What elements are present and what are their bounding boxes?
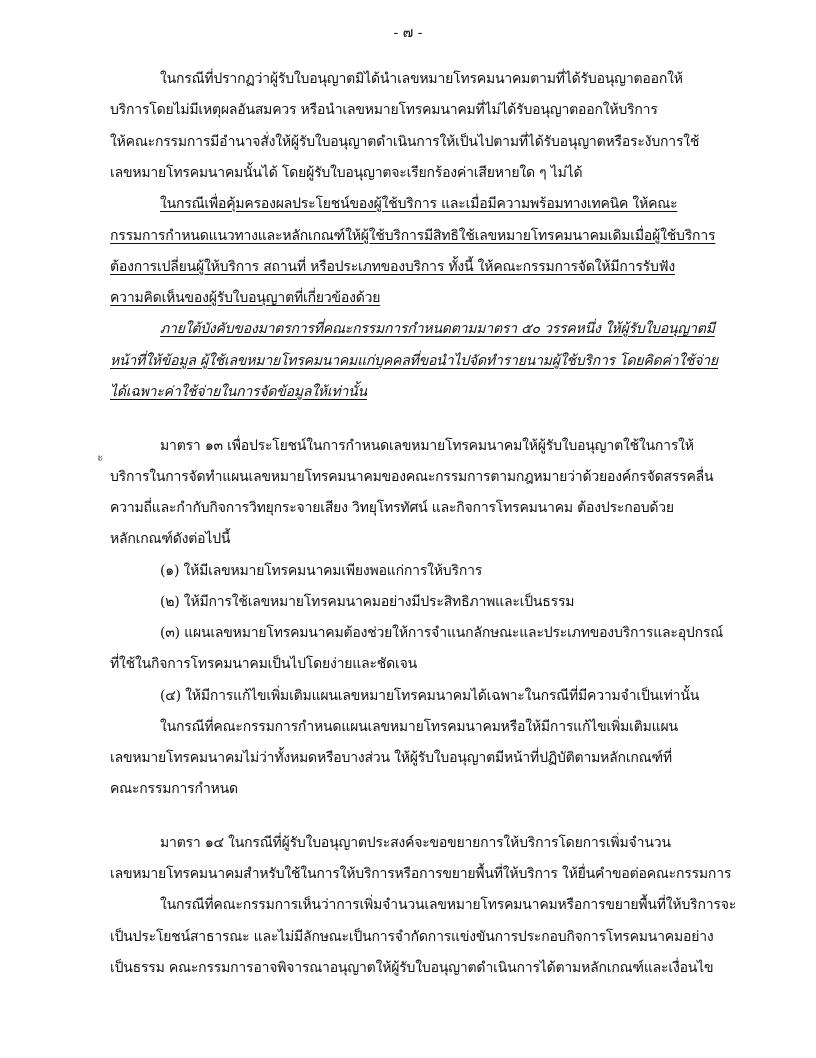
paragraph-3-line-1: ภายใต้บังคับของมาตรการที่คณะกรรมการกำหนดตามมาตรา ๕๐ วรรคหนึ่ง ให้ผู้รับใบอนุญาตมี bbox=[160, 321, 715, 337]
paragraph-1-line-4: เลขหมายโทรคมนาคมนั้นได้ โดยผู้รับใบอนุญาตจะเรียกร้องค่าเสียหายใด ๆ ไม่ได้ bbox=[110, 165, 583, 181]
section-13-closing-line-3: คณะกรรมการกำหนด bbox=[110, 781, 238, 797]
section-13-line-3: ความถี่และกำกับกิจการวิทยุกระจายเสียง วิทยุโทรทัศน์ และกิจการโทรคมนาคม ต้องประกอบด้วย bbox=[110, 500, 674, 516]
section-14-para-2-line-2: เป็นประโยชน์สาธารณะ และไม่มีลักษณะเป็นการจำกัดการแข่งขันการประกอบกิจการโทรคมนาคมอย่าง bbox=[110, 929, 714, 945]
section-14-para-2-line-3: เป็นธรรม คณะกรรมการอาจพิจารณาอนุญาตให้ผู้รับใบอนุญาตดำเนินการได้ตามหลักเกณฑ์และเงื่อนไข bbox=[110, 960, 714, 976]
paragraph-1-line-2: บริการโดยไม่มีเหตุผลอันสมควร หรือนำเลขหมายโทรคมนาคมที่ไม่ได้รับอนุญาตออกให้บริการ bbox=[110, 102, 658, 118]
section-13-line-4: หลักเกณฑ์ดังต่อไปนี้ bbox=[110, 531, 231, 547]
item-3-line-2: ที่ใช้ในกิจการโทรคมนาคมเป็นไปโดยง่ายและชัดเจน bbox=[110, 656, 417, 672]
item-4: (๔) ให้มีการแก้ไขเพิ่มเติมแผนเลขหมายโทรคมนาคมได้เฉพาะในกรณีที่มีความจำเป็นเท่านั้น bbox=[160, 688, 700, 704]
paragraph-1-line-3: ให้คณะกรรมการมีอำนาจสั่งให้ผู้รับใบอนุญาตดำเนินการให้เป็นไปตามที่ได้รับอนุญาตหรือระงับการใช้ bbox=[110, 134, 700, 150]
item-3-line-1: (๓) แผนเลขหมายโทรคมนาคมต้องช่วยให้การจำแนกลักษณะและประเภทของบริการและอุปกรณ์ bbox=[160, 625, 724, 641]
section-13-closing-line-2: เลขหมายโทรคมนาคมไม่ว่าทั้งหมดหรือบางส่วน ให้ผู้รับใบอนุญาตมีหน้าที่ปฏิบัติตามหลักเกณฑ์ที่ bbox=[110, 750, 672, 766]
stray-mark: ะ bbox=[97, 450, 104, 464]
paragraph-2-line-2: กรรมการกำหนดแนวทางและหลักเกณฑ์ให้ผู้ใช้บริการมีสิทธิใช้เลขหมายโทรคมนาคมเดิมเมื่อผู้ใช้บริการ bbox=[110, 228, 716, 244]
item-1: (๑) ให้มีเลขหมายโทรคมนาคมเพียงพอแก่การให้บริการ bbox=[160, 563, 483, 579]
paragraph-2-line-1: ในกรณีเพื่อคุ้มครองผลประโยชน์ของผู้ใช้บริการ และเมื่อมีความพร้อมทางเทคนิค ให้คณะ bbox=[160, 196, 678, 212]
paragraph-2-line-4: ความคิดเห็นของผู้รับใบอนุญาตที่เกี่ยวข้องด้วย bbox=[110, 290, 381, 306]
section-13-line-2: บริการในการจัดทำแผนเลขหมายโทรคมนาคมของคณะกรรมการตามกฎหมายว่าด้วยองค์กรจัดสรรคลื่น bbox=[110, 469, 714, 485]
paragraph-3-line-2: หน้าที่ให้ข้อมูล ผู้ใช้เลขหมายโทรคมนาคมแก่บุคคลที่ขอนำไปจัดทำรายนามผู้ใช้บริการ โดยคิดค่าใช้จ่าย bbox=[110, 353, 718, 369]
section-14-line-1: มาตรา ๑๔ ในกรณีที่ผู้รับใบอนุญาตประสงค์จะขอขยายการให้บริการโดยการเพิ่มจำนวน bbox=[160, 835, 671, 851]
section-14-line-2: เลขหมายโทรคมนาคมสำหรับใช้ในการให้บริการหรือการขยายพื้นที่ให้บริการ ให้ยื่นคำขอต่อคณะกรรมการ bbox=[110, 866, 732, 882]
section-14-para-2-line-1: ในกรณีที่คณะกรรมการเห็นว่าการเพิ่มจำนวนเลขหมายโทรคมนาคมหรือการขยายพื้นที่ให้บริการจะ bbox=[160, 897, 737, 913]
section-13-line-1: มาตรา ๑๓ เพื่อประโยชน์ในการกำหนดเลขหมายโทรคมนาคมให้ผู้รับใบอนุญาตใช้ในการให้ bbox=[160, 438, 694, 454]
section-13-closing-line-1: ในกรณีที่คณะกรรมการกำหนดแผนเลขหมายโทรคมนาคมหรือให้มีการแก้ไขเพิ่มเติมแผน bbox=[160, 719, 678, 735]
item-2: (๒) ให้มีการใช้เลขหมายโทรคมนาคมอย่างมีประสิทธิภาพและเป็นธรรม bbox=[160, 594, 575, 610]
paragraph-2-line-3: ต้องการเปลี่ยนผู้ให้บริการ สถานที่ หรือประเภทของบริการ ทั้งนี้ ให้คณะกรรมการจัดให้มีการรับฟัง bbox=[110, 259, 676, 275]
page-number: - ๗ - bbox=[393, 25, 423, 41]
paragraph-1-line-1: ในกรณีที่ปรากฏว่าผู้รับใบอนุญาตมิได้นำเลขหมายโทรคมนาคมตามที่ได้รับอนุญาตออกให้ bbox=[160, 71, 683, 87]
paragraph-3-line-3: ได้เฉพาะค่าใช้จ่ายในการจัดข้อมูลให้เท่านั้น bbox=[110, 384, 367, 400]
